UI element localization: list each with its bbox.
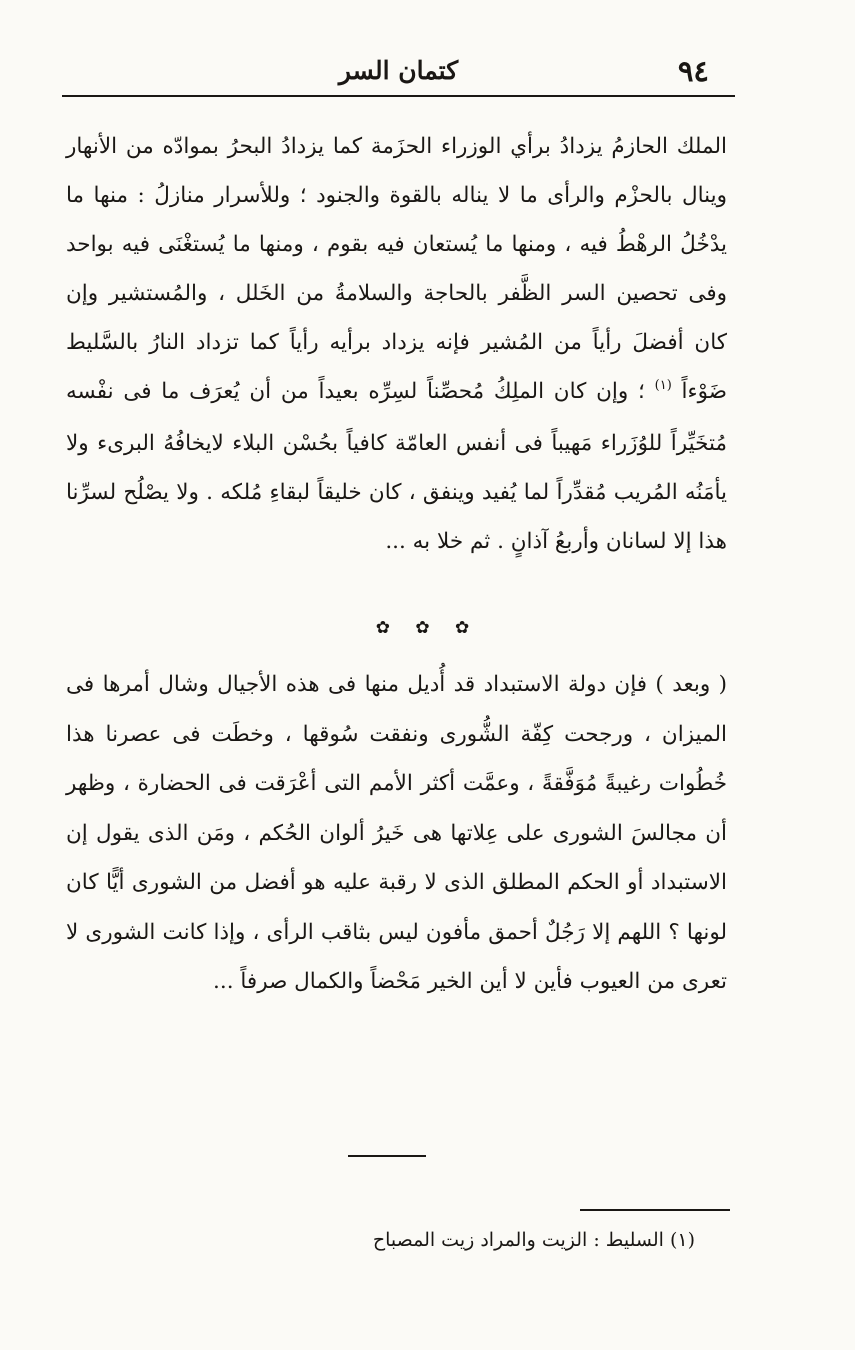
paragraph-1-text: الملك الحازمُ يزدادُ برأي الوزراء الحزَمة كما يزدادُ البحرُ بموادّه من الأنهار وينال بالحزْم والرأى ما لا يناله بالقوة والجنود ؛ وللأسرار منازلُ : منها ما يدْخُلُ الرهْطُ فيه ، ومنها ما يُستعان فيه بقوم ، ومنها ما يُستغْنَى فيه بواحد وفى تحصين السر الظَّفر بالحاجة والسلامةُ من الخَلل ، والمُستشير وإن كان أفضلَ رأياً من المُشير فإنه يزداد برأيه رأياً كما تزداد النارُ بالسَّليط ضَوْءاً xyxy=(66,134,727,404)
paragraph-1-text-end: ؛ وإن كان الملِكُ مُحصِّناً لسِرِّه بعيداً من أن يُعرَف ما فى نفْسه مُتخَيِّراً للوُزَراء مَهيباً فى أنفس العامّة كافياً بحُسْن البلاء لايخافُهُ البرىء ولا يأمَنُه المُريب مُقدِّراً لما يُفيد وينفق ، كان خليقاً لبقاءِ مُلكه . ولا يصْلُح لسرِّنا هذا إلا لسانان وأربعُ آذانٍ . ثم خلا به ... xyxy=(66,379,727,554)
footnote xyxy=(300,1220,695,1260)
main-text-block-2 xyxy=(66,660,727,1007)
main-text-block-1 xyxy=(66,122,727,566)
running-title: كتمان السر xyxy=(338,56,459,85)
paragraph-2: ( وبعد ) فإن دولة الاستبداد قد أُديل منها فى هذه الأجيال وشال أمرها فى الميزان ، ورجحت كِفّة الشُّورى ونفقت سُوقها ، وخطَت فى عصرنا هذا خُطُوات رغيبةً مُوَفَّقةً ، وعمَّت أكثر الأمم التى أعْرَقت فى الحضارة ، وظهر أن مجالسَ الشورى على عِلاتها هى خَيرُ ألوان الحُكم ، ومَن الذى يقول إن الاستبداد أو الحكم المطلق الذى لا رقبة عليه هو أفضل من الشورى أيًّا كان لونها ؟ اللهم إلا رَجُلٌ أحمق مأفون ليس بثاقب الرأى ، وإذا كانت الشورى لا تعرى من العيوب فأين لا أين الخير مَحْضاً والكمال صرفاً ... xyxy=(66,672,727,994)
section-end-rule xyxy=(348,1155,426,1157)
page-number: ٩٤ xyxy=(677,54,709,88)
running-header xyxy=(62,52,735,92)
footnote-rule xyxy=(580,1209,730,1211)
footnote-text: السليط : الزيت والمراد زيت المصباح xyxy=(372,1229,664,1251)
section-ornament: ✿ ✿ ✿ xyxy=(375,618,480,638)
header-rule xyxy=(62,95,735,97)
paragraph-1 xyxy=(66,122,727,566)
footnote-reference[interactable]: (١) xyxy=(654,378,672,393)
footnote-marker: (١) xyxy=(669,1229,695,1251)
